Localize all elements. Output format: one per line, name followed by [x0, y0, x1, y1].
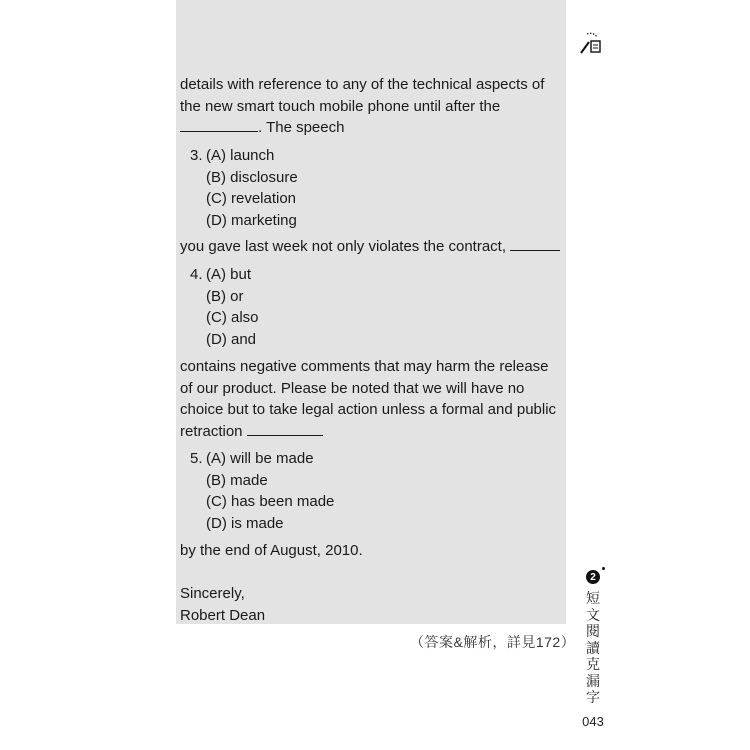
- chapter-number-badge: [586, 570, 600, 584]
- option-a: (A) will be made: [206, 450, 314, 467]
- chapter-side-tab: [581, 570, 605, 729]
- passage-text-1: details with reference to any of the technical aspects of the new smart touch mobile phone until after the: [180, 76, 545, 115]
- option-c: (C) revelation: [206, 190, 297, 207]
- chapter-title: 短文閱讀克漏字: [586, 590, 600, 705]
- answer-reference: （答案&解析，詳見172）: [410, 634, 576, 650]
- passage-paragraph-4: by the end of August, 2010.: [180, 542, 363, 559]
- question-3: [190, 145, 298, 231]
- answer-blank-4: [510, 236, 560, 251]
- signature-closing: Sincerely,: [180, 585, 245, 602]
- option-c: (C) also: [206, 309, 259, 326]
- question-5: [190, 448, 334, 534]
- passage-paragraph-2: [180, 236, 570, 258]
- option-a: (A) but: [206, 266, 252, 283]
- option-d: (D) marketing: [206, 211, 297, 229]
- chapter-number: 2: [590, 571, 596, 583]
- passage-paragraph-3: [180, 356, 570, 442]
- answer-blank-5: [247, 421, 323, 436]
- page-number: 043: [582, 713, 604, 729]
- option-b: (B) disclosure: [206, 168, 298, 186]
- option-b: (B) made: [206, 471, 268, 489]
- signature-block: [180, 583, 265, 626]
- passage-text-3: contains negative comments that may harm the release of our product. Please be noted that we will have no choice but to take legal action unless a formal and public retraction: [180, 358, 557, 440]
- writing-pencil-icon: [578, 30, 604, 56]
- option-d: (D) is made: [206, 514, 284, 532]
- passage-text-1-tail: . The speech: [258, 119, 345, 136]
- passage-text-2: you gave last week not only violates the contract,: [180, 238, 507, 255]
- answer-blank-3: [180, 117, 258, 132]
- option-c: (C) has been made: [206, 493, 335, 510]
- badge-dot: [602, 567, 605, 570]
- question-number: 5.: [190, 450, 203, 467]
- option-d: (D) and: [206, 330, 257, 348]
- passage-paragraph-1: [180, 74, 570, 139]
- signature-name: Robert Dean: [180, 606, 266, 624]
- option-a: (A) launch: [206, 147, 275, 164]
- option-b: (B) or: [206, 287, 244, 305]
- question-number: 3.: [190, 147, 203, 164]
- question-number: 4.: [190, 266, 203, 283]
- question-4: [190, 264, 259, 350]
